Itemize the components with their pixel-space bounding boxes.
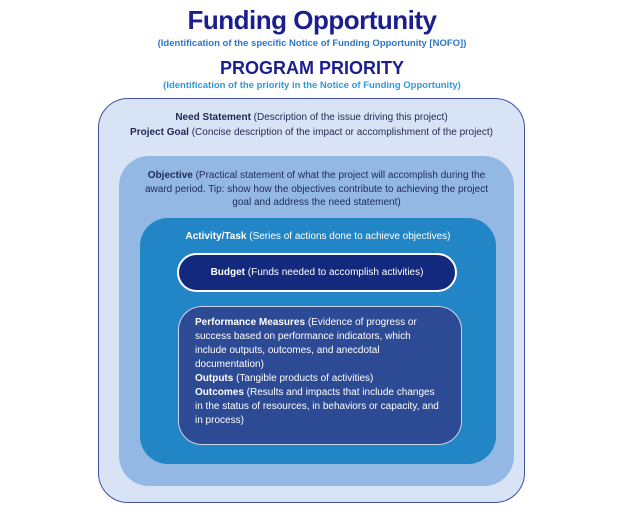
need-statement-label: Need Statement [175,112,251,123]
project-goal-desc: (Concise description of the impact or accomplishment of the project) [188,126,493,138]
activity-task-label: Activity/Task [185,231,247,242]
nofo-identification-note: (Identification of the specific Notice of Funding Opportunity [NOFO]) [157,38,467,49]
objective-label: Objective [147,170,193,181]
objective-level-box [119,156,514,486]
objective-desc: (Practical statement of what the project will accomplish during the award period. Tip: show how the objectives contribute to achieving the project goal and address the need statement) [145,170,488,208]
budget-label: Budget [210,267,246,278]
performance-measures-text [195,316,445,372]
performance-measures-desc: (Evidence of progress or success based on performance indicators, which include outputs, outcomes, and anecdotal documentation) [195,317,417,370]
budget-text [211,267,424,278]
funding-level-box [98,98,525,503]
outcomes-label: Outcomes [195,387,244,398]
outputs-desc: (Tangible products of activities) [233,373,374,384]
need-statement-desc: (Description of the issue driving this project) [250,112,448,123]
need-statement-text [113,111,510,125]
page-title: Funding Opportunity [187,5,437,35]
activity-level-box [140,218,496,464]
outputs-label: Outputs [195,373,234,384]
outputs-text [195,372,445,386]
budget-desc: (Funds needed to accomplish activities) [245,267,424,278]
budget-box [177,253,457,292]
performance-box [178,306,462,445]
project-goal-text [113,126,510,140]
outcomes-text [195,386,445,428]
objective-text [144,169,489,210]
priority-identification-note: (Identification of the priority in the Notice of Funding Opportunity) [163,80,461,91]
program-priority-title: PROGRAM PRIORITY [219,58,404,78]
outcomes-desc: (Results and impacts that include changes in the status of resources, in behaviors or capacity, and in process) [195,387,439,426]
performance-measures-label: Performance Measures [195,317,306,328]
project-goal-label: Project Goal [130,126,189,138]
activity-task-desc: (Series of actions done to achieve objectives) [246,231,451,242]
activity-task-text [140,230,496,243]
